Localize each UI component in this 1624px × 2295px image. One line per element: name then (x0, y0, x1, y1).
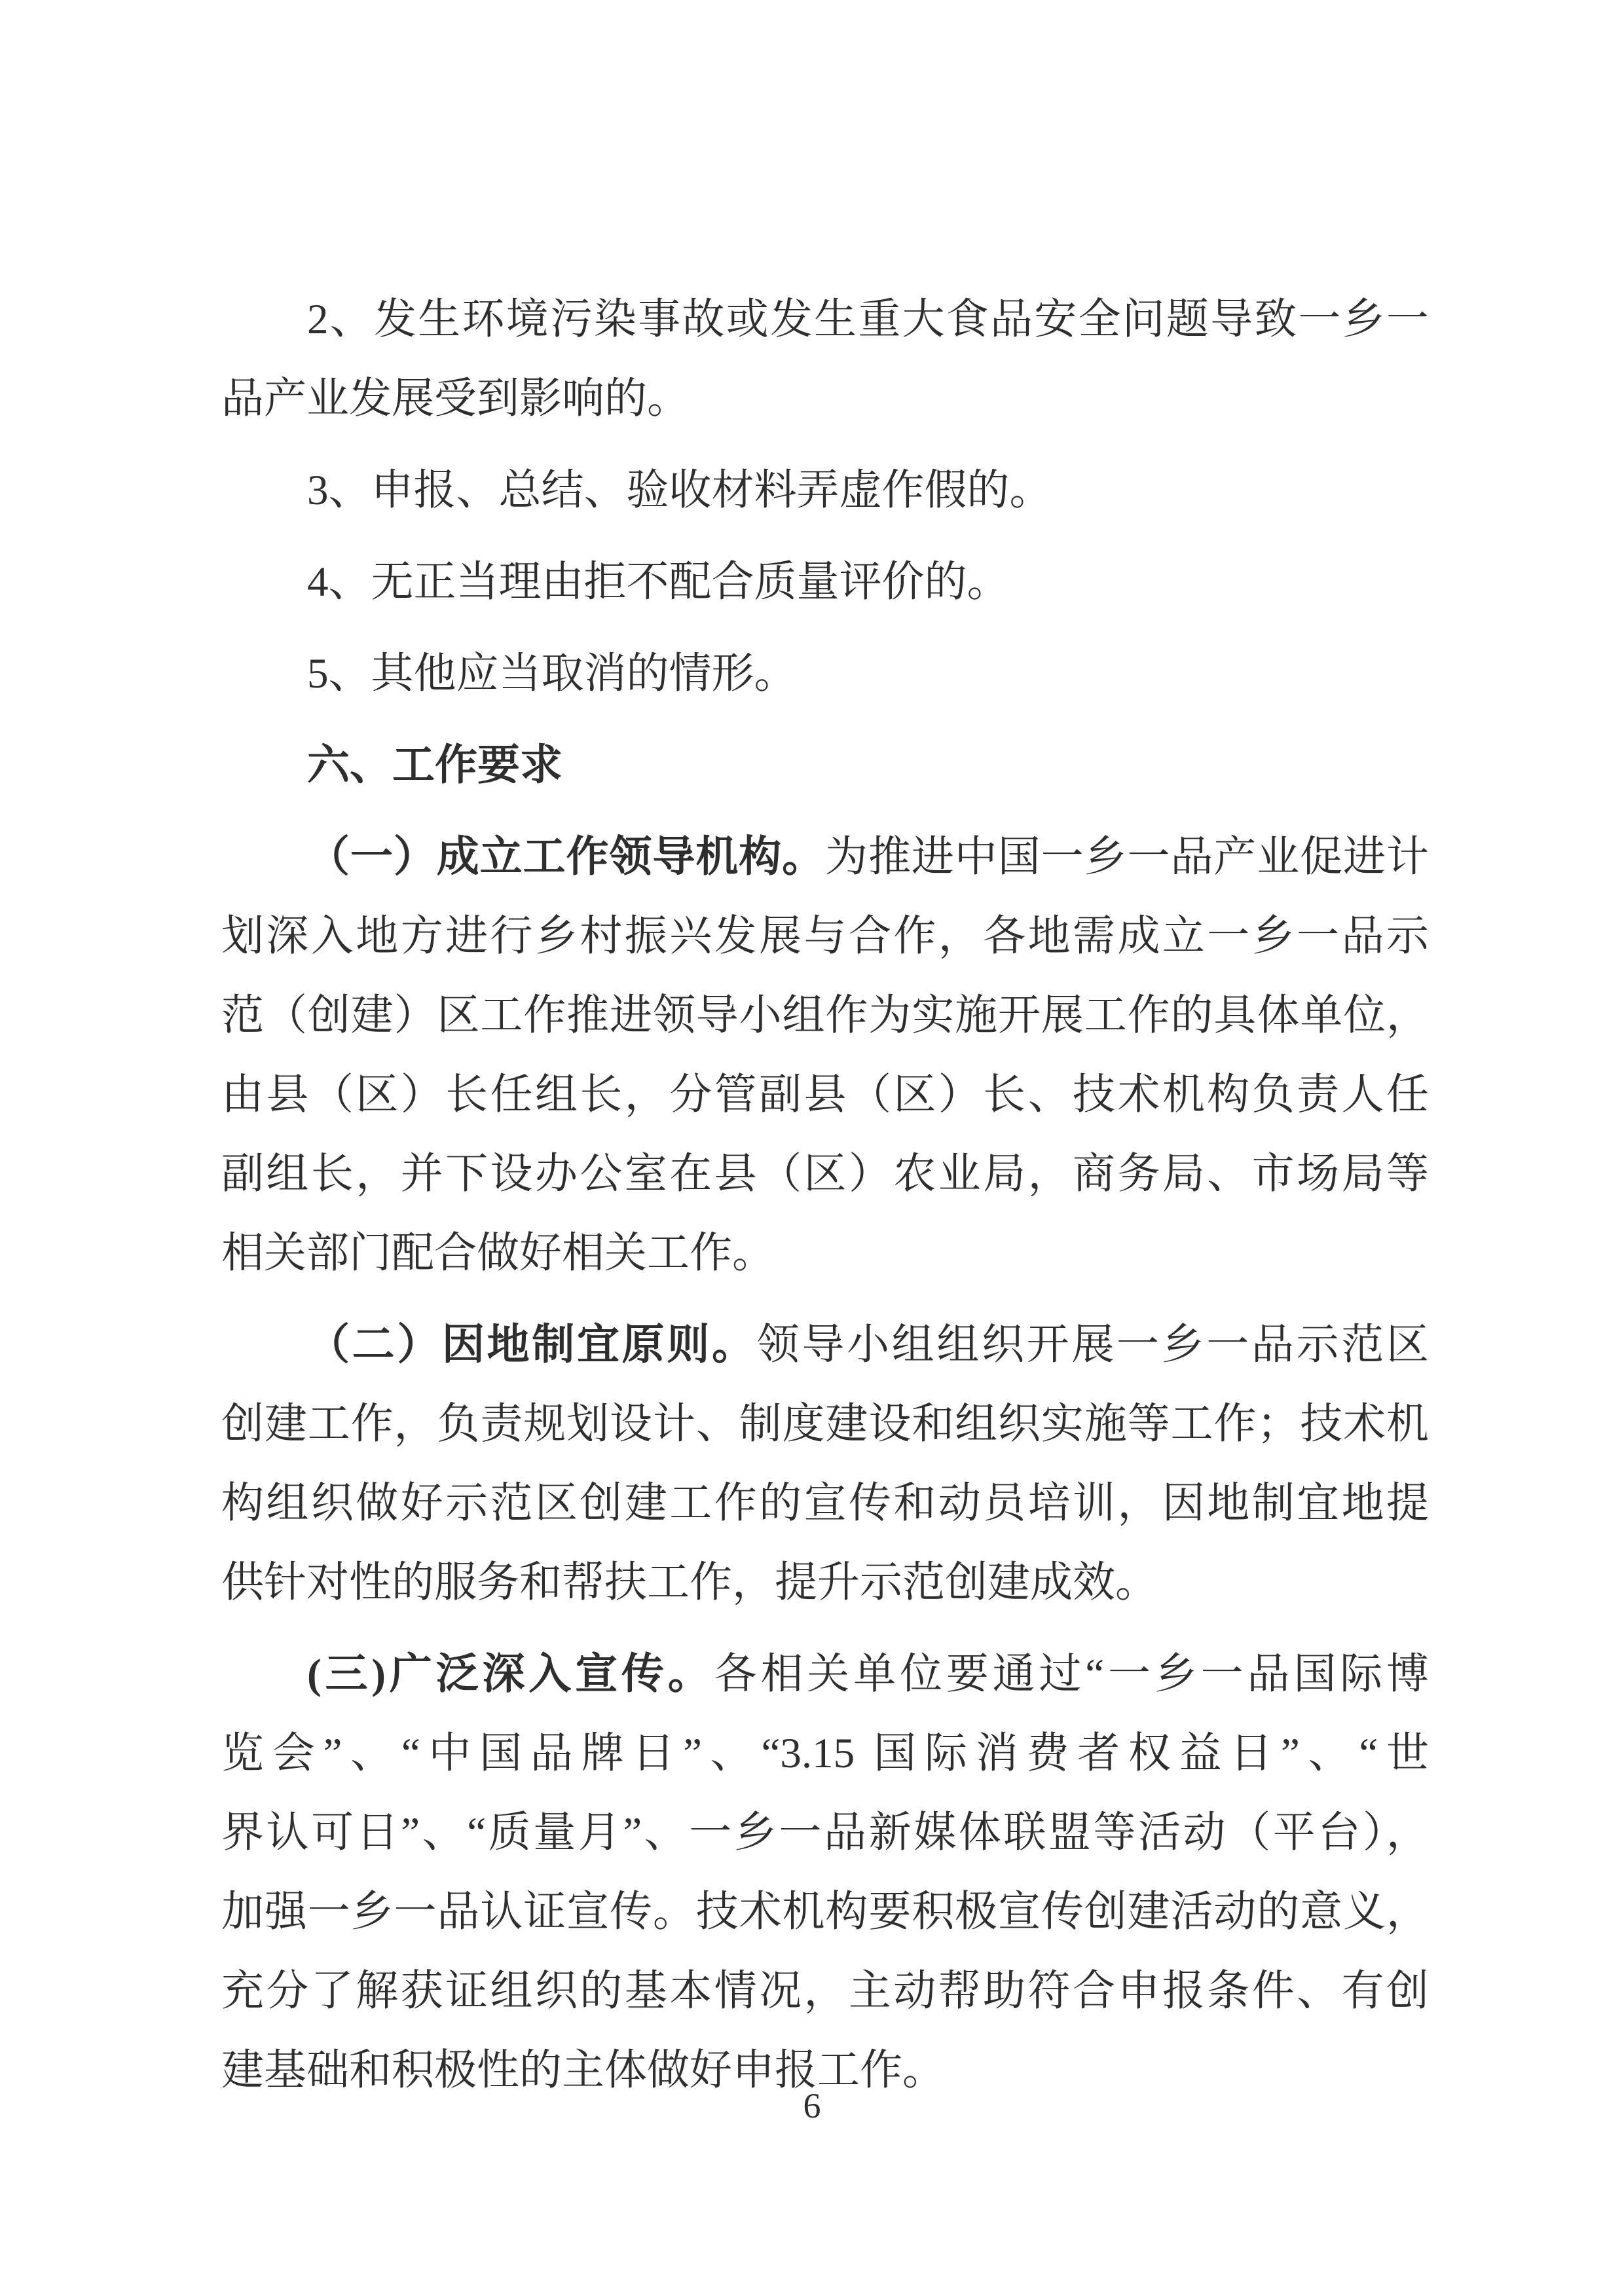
text-line (221, 1952, 1429, 2031)
bold-text-run: （二）因地制宜原则。 (307, 1321, 757, 1368)
text-run: 由县（区）长任组长，分管副县（区）长、技术机构负责人任 (221, 1071, 1429, 1118)
text-run: 览会”、“中国品牌日”、“3.15 国际消费者权益日”、“世 (221, 1730, 1429, 1777)
para-1-leadership-body (221, 818, 1429, 1293)
text-line (221, 818, 1429, 897)
text-run: 创建工作，负责规划设计、制度建设和组织实施等工作；技术机 (221, 1401, 1429, 1448)
section-heading-6 (221, 726, 1429, 805)
text-line (221, 1464, 1429, 1543)
text-line (221, 1056, 1429, 1135)
text-line (221, 726, 1429, 805)
text-run: 5、其他应当取消的情形。 (307, 650, 797, 697)
text-run: 加强一乡一品认证宣传。技术机构要积极宣传创建活动的意义， (221, 1888, 1429, 1936)
text-run: 副组长，并下设办公室在县（区）农业局，商务局、市场局等 (221, 1150, 1429, 1198)
text-run: 2、发生环境污染事故或发生重大食品安全问题导致一乡一 (307, 296, 1429, 343)
para-2-local-conditions (221, 1306, 1429, 1623)
text-line (221, 280, 1429, 359)
document-body (221, 280, 1429, 2123)
text-run: 4、无正当理由拒不配合质量评价的。 (307, 559, 1010, 606)
clause-5 (221, 634, 1429, 714)
text-run: 构组织做好示范区创建工作的宣传和动员培训，因地制宜地提 (221, 1480, 1429, 1527)
text-run: 相关部门配合做好相关工作。 (221, 1230, 775, 1277)
clause-2 (221, 280, 1429, 439)
text-line (221, 1214, 1429, 1293)
para-3-publicity (221, 1635, 1429, 2110)
clause-4 (221, 543, 1429, 622)
text-line (221, 897, 1429, 976)
text-run: 范（创建）区工作推进领导小组作为实施开展工作的具体单位， (221, 992, 1429, 1039)
text-run: 为推进中国一乡一品产业促进计 (825, 834, 1429, 881)
text-line (221, 451, 1429, 530)
text-run: 供针对性的服务和帮扶工作，提升示范创建成效。 (221, 1559, 1158, 1606)
text-line (221, 1714, 1429, 1793)
text-run: 建基础和积极性的主体做好申报工作。 (221, 2047, 946, 2094)
text-line (221, 1635, 1429, 1714)
text-line (221, 1793, 1429, 1873)
text-run: 界认可日”、“质量月”、一乡一品新媒体联盟等活动（平台）， (221, 1809, 1429, 1856)
page-number: 6 (803, 2086, 821, 2125)
text-line (221, 1385, 1429, 1464)
text-run: 各相关单位要通过“一乡一品国际博 (714, 1651, 1429, 1698)
text-line (221, 1306, 1429, 1385)
text-line (221, 1135, 1429, 1214)
text-line (221, 543, 1429, 622)
text-line (221, 1873, 1429, 1952)
text-run: 充分了解获证组织的基本情况，主动帮助符合申报条件、有创 (221, 1968, 1429, 2015)
text-line (221, 359, 1429, 439)
text-run: 品产业发展受到影响的。 (221, 375, 690, 422)
bold-text-run: (三)广泛深入宣传。 (307, 1651, 714, 1698)
text-line (221, 634, 1429, 714)
text-line (221, 976, 1429, 1056)
text-run: 划深入地方进行乡村振兴发展与合作，各地需成立一乡一品示 (221, 913, 1429, 960)
bold-text-run: （一）成立工作领导机构。 (307, 834, 826, 881)
clause-3 (221, 451, 1429, 530)
bold-text-run: 六、工作要求 (307, 742, 563, 789)
text-line (221, 1543, 1429, 1623)
text-run: 领导小组组织开展一乡一品示范区 (756, 1321, 1429, 1368)
text-run: 3、申报、总结、验收材料弄虚作假的。 (307, 467, 1052, 514)
